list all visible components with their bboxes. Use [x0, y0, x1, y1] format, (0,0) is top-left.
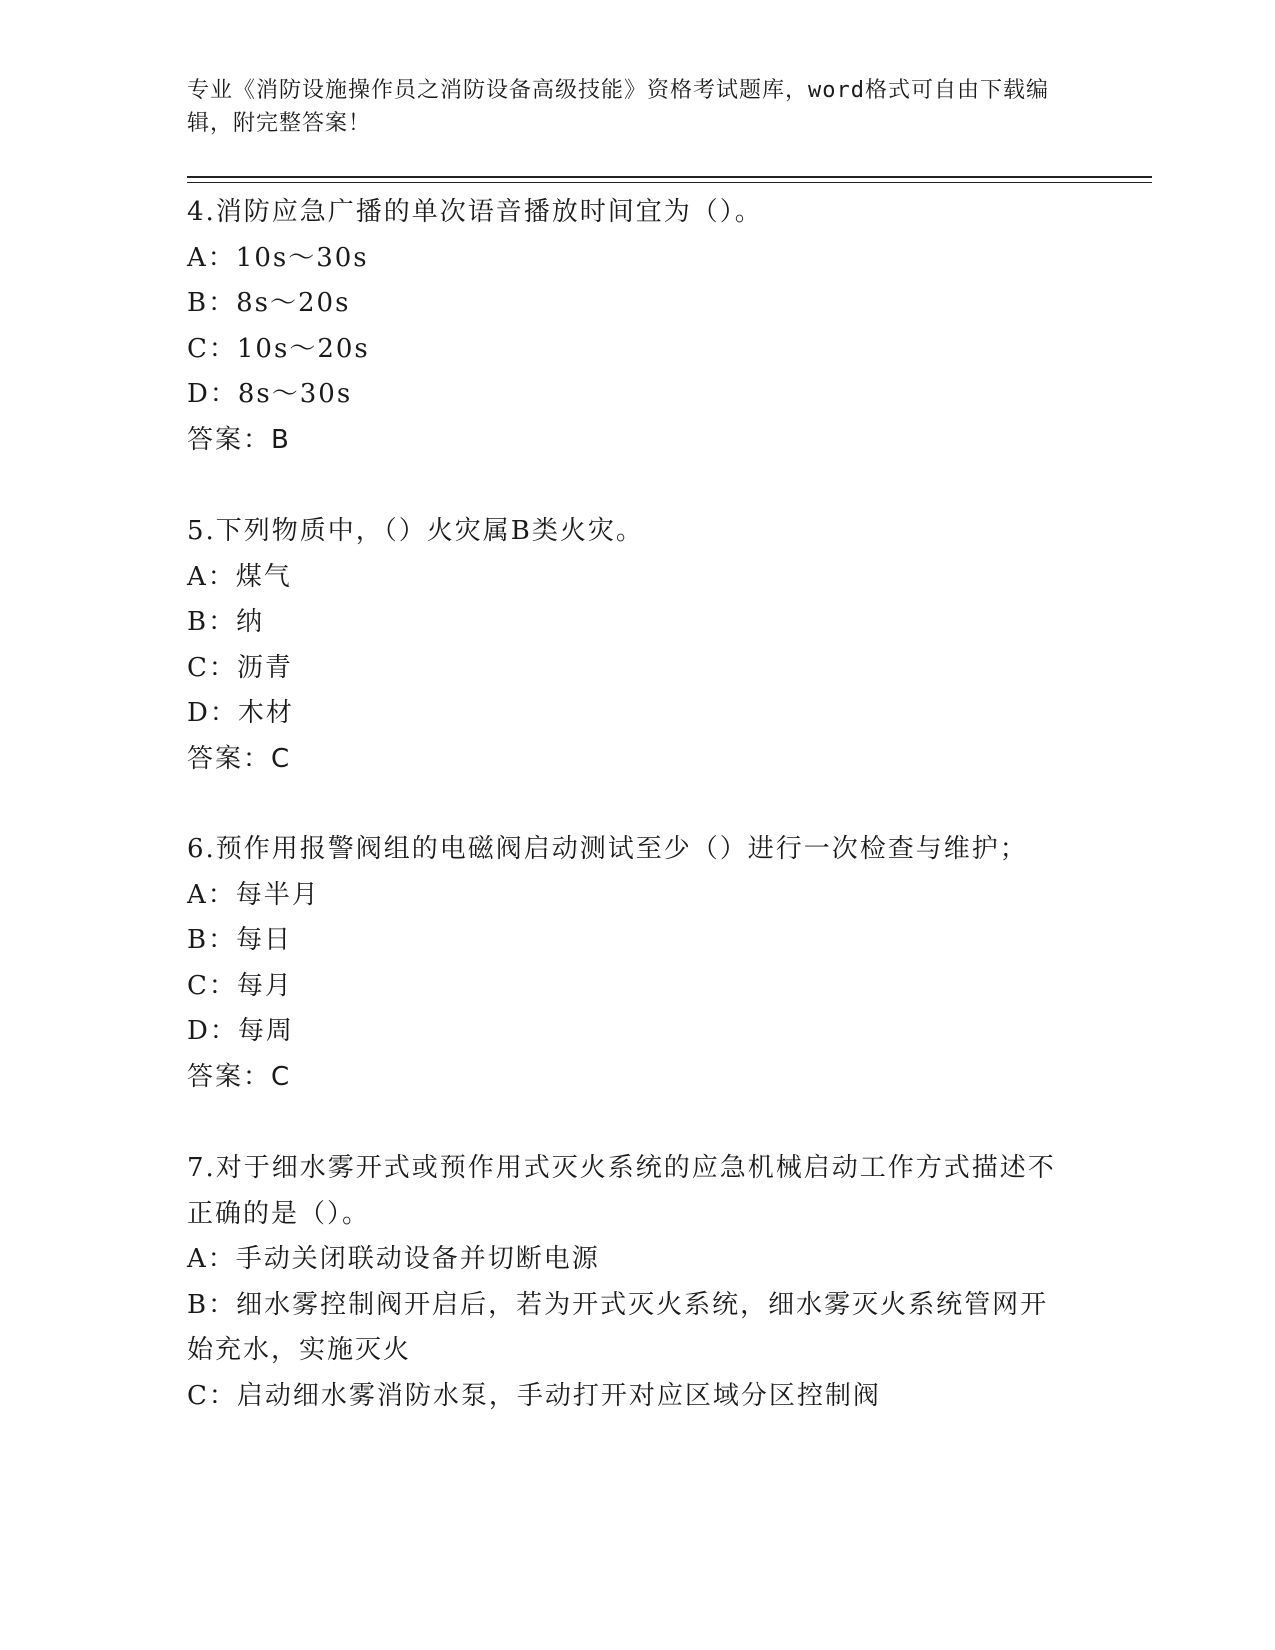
option-d: D：木材	[187, 698, 294, 728]
question-6	[187, 827, 1087, 1100]
option-a: A：10s～30s	[187, 242, 369, 273]
option-c: C：启动细水雾消防水泵，手动打开对应区域分区控制阀	[187, 1380, 881, 1411]
option-d: D：8s～30s	[187, 379, 353, 409]
option-c: C：沥青	[187, 652, 293, 683]
question-7	[187, 1146, 1087, 1419]
option-c: C：10s～20s	[187, 333, 370, 364]
header-divider-thin	[187, 182, 1152, 183]
answer-line: 答案：C	[187, 1061, 292, 1092]
question-stem: 6.预作用报警阀组的电磁阀启动测试至少（）进行一次检查与维护；	[187, 834, 1028, 864]
answer-line: 答案：B	[187, 424, 291, 455]
question-stem: 7.对于细水雾开式或预作用式灭火系统的应急机械启动工作方式描述不正确的是（）。	[187, 1153, 1056, 1229]
option-b: B：纳	[187, 607, 265, 637]
option-b: B：8s～20s	[187, 288, 351, 318]
option-b: B：每日	[187, 925, 293, 955]
option-a: A：手动关闭联动设备并切断电源	[187, 1244, 600, 1274]
option-d: D：每周	[187, 1016, 294, 1046]
question-stem: 4.消防应急广播的单次语音播放时间宜为（）。	[187, 197, 763, 227]
option-a: A：每半月	[187, 879, 320, 910]
answer-line: 答案：C	[187, 743, 292, 774]
option-b: B：细水雾控制阀开启后，若为开式灭火系统，细水雾灭火系统管网开始充水，实施灭火	[187, 1289, 1049, 1365]
question-4	[187, 190, 1087, 463]
option-c: C：每月	[187, 970, 293, 1001]
option-a: A：煤气	[187, 561, 292, 592]
question-stem: 5.下列物质中，（）火灾属B类火灾。	[187, 516, 644, 546]
question-5	[187, 509, 1087, 782]
document-intro: 专业《消防设施操作员之消防设备高级技能》资格考试题库，word格式可自由下载编辑，附完整答案！	[187, 78, 1049, 136]
header-divider-thick	[187, 176, 1152, 178]
